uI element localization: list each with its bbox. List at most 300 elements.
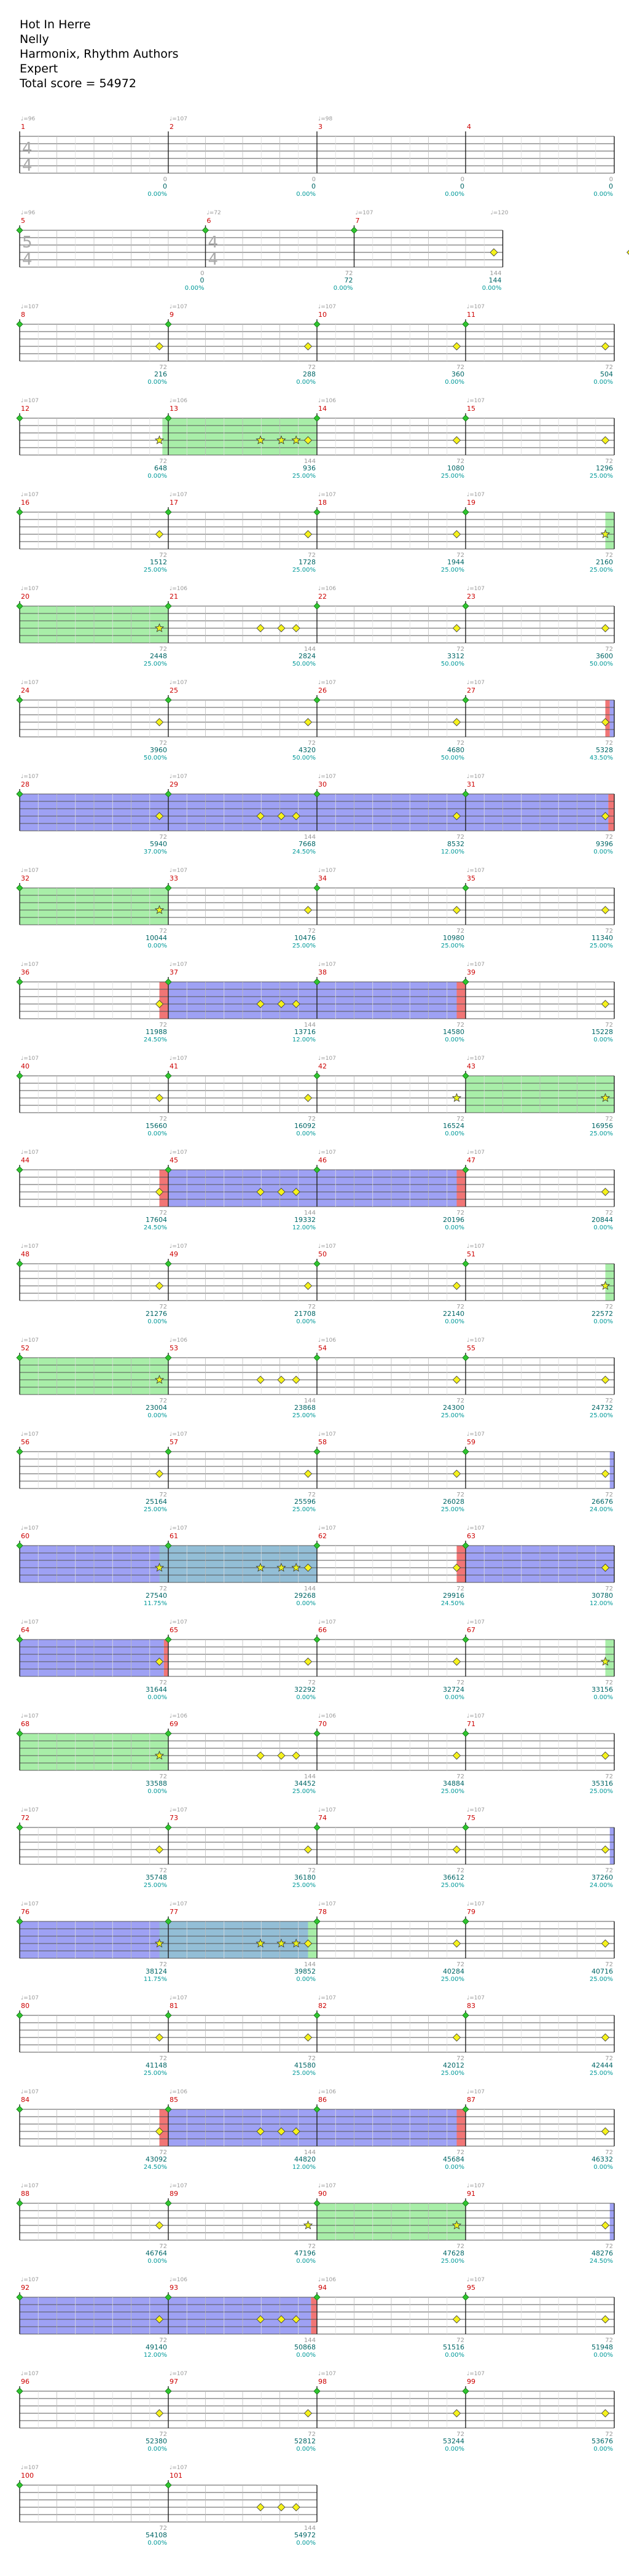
- note-gem: [601, 1940, 609, 1947]
- tempo-marking: ♩=107: [21, 1619, 39, 1625]
- running-score: 0: [609, 182, 613, 190]
- measure-number: 7: [355, 217, 360, 225]
- note-count: 72: [605, 1679, 613, 1686]
- measure-number: 74: [318, 1814, 327, 1822]
- measure-number: 14: [318, 405, 327, 413]
- sp-percent: 0.00%: [147, 379, 167, 386]
- note-count: 72: [308, 1116, 316, 1123]
- note-count: 72: [159, 646, 167, 653]
- note-gem: [601, 1846, 609, 1853]
- downbeat-marker: [314, 509, 320, 515]
- measure-number: 90: [318, 2190, 327, 2198]
- highway-row-44: [17, 1150, 614, 1231]
- running-score: 4680: [447, 746, 464, 754]
- tempo-marking: ♩=107: [21, 1901, 39, 1907]
- note-gem: [601, 437, 609, 444]
- note-gem: [278, 2504, 285, 2511]
- note-gem: [304, 2034, 311, 2041]
- running-score: 15660: [146, 1122, 167, 1130]
- region-sq: [159, 1170, 168, 1207]
- measure-number: 33: [170, 874, 178, 882]
- region-act: [168, 2109, 456, 2146]
- measure-number: 98: [318, 2378, 327, 2386]
- note-count: 72: [308, 928, 316, 935]
- measure-number: 88: [21, 2190, 29, 2198]
- tempo-marking: ♩=107: [318, 1056, 336, 1062]
- note-count: 72: [159, 364, 167, 371]
- note-gem: [601, 1752, 609, 1759]
- sp-percent: 50.00%: [143, 755, 167, 761]
- sp-percent: 25.00%: [143, 567, 167, 574]
- note-count: 72: [605, 1586, 613, 1592]
- note-count: 72: [308, 1492, 316, 1498]
- downbeat-marker: [165, 321, 171, 327]
- running-score: 21708: [294, 1310, 316, 1318]
- note-gem: [453, 1940, 460, 1947]
- sp-percent: 25.00%: [589, 1130, 613, 1137]
- tempo-marking: ♩=107: [21, 2371, 39, 2377]
- tempo-marking: ♩=107: [318, 774, 336, 780]
- sp-percent: 50.00%: [292, 755, 316, 761]
- note-gem: [257, 2504, 264, 2511]
- running-score: 7668: [299, 840, 316, 848]
- note-count: 72: [605, 834, 613, 841]
- highway-row-1: [20, 116, 614, 198]
- note-gem: [155, 1846, 163, 1853]
- measure-number: 70: [318, 1720, 327, 1728]
- highway-row-24: [17, 680, 614, 761]
- running-score: 42444: [592, 2061, 613, 2069]
- measure-number: 4: [467, 123, 471, 131]
- downbeat-marker: [314, 603, 320, 609]
- measure-number: 11: [467, 311, 475, 319]
- running-score: 3960: [150, 746, 167, 754]
- time-signature-bottom: 4: [22, 157, 33, 175]
- tempo-marking: ♩=107: [467, 304, 485, 310]
- note-gem: [601, 2034, 609, 2041]
- tempo-marking: ♩=107: [21, 492, 39, 498]
- tempo-marking: ♩=107: [21, 586, 39, 592]
- highway-row-36: [17, 962, 614, 1043]
- region-act: [20, 1546, 159, 1582]
- running-score: 23868: [294, 1404, 316, 1412]
- note-gem: [292, 1376, 300, 1383]
- running-score: 16524: [443, 1122, 464, 1130]
- measure-number: 48: [21, 1250, 29, 1258]
- measure-number: 1: [21, 123, 25, 131]
- highway-row-60: [17, 1525, 614, 1607]
- tempo-marking: ♩=107: [170, 1901, 187, 1907]
- running-score: 52380: [146, 2437, 167, 2445]
- tempo-marking: ♩=107: [170, 2371, 187, 2377]
- sp-percent: 24.50%: [143, 1224, 167, 1231]
- downbeat-marker: [17, 1073, 23, 1079]
- sp-percent: 0.00%: [593, 1694, 613, 1701]
- region-sp: [162, 418, 317, 455]
- note-gem: [601, 2316, 609, 2323]
- sp-percent: 0.00%: [333, 285, 353, 292]
- highway-row-80: [17, 1995, 614, 2077]
- measure-number: 55: [467, 1344, 475, 1352]
- running-score: 52812: [294, 2437, 316, 2445]
- note-count: 72: [159, 2149, 167, 2156]
- note-count: 72: [456, 834, 464, 841]
- tempo-marking: ♩=107: [467, 586, 485, 592]
- sp-percent: 0.00%: [296, 1318, 316, 1325]
- note-count: 72: [456, 2431, 464, 2438]
- downbeat-marker: [314, 1355, 320, 1361]
- sp-percent: 0.00%: [296, 2352, 316, 2359]
- measure-number: 13: [170, 405, 178, 413]
- measure-number: 41: [170, 1062, 178, 1070]
- time-signature-bottom: 4: [208, 251, 219, 269]
- highway-row-92: [17, 2277, 614, 2359]
- running-score: 24732: [592, 1404, 613, 1412]
- note-count: 72: [456, 552, 464, 559]
- running-score: 34452: [294, 1780, 316, 1788]
- measure-number: 92: [21, 2284, 29, 2292]
- highway-row-96: [17, 2371, 614, 2453]
- downbeat-marker: [165, 509, 171, 515]
- note-count: 144: [303, 834, 316, 841]
- note-gem: [304, 1094, 311, 1102]
- running-score: 25164: [146, 1498, 167, 1506]
- running-score: 2160: [596, 558, 613, 566]
- highway-row-64: [17, 1619, 614, 1701]
- sp-percent: 50.00%: [440, 661, 464, 667]
- sp-percent: 0.00%: [296, 2258, 316, 2265]
- note-gem: [292, 2504, 300, 2511]
- sp-percent: 0.00%: [147, 1412, 167, 1419]
- downbeat-marker: [17, 1449, 23, 1455]
- running-score: 33588: [146, 1780, 167, 1788]
- note-count: 72: [159, 1398, 167, 1404]
- note-count: 72: [456, 1867, 464, 1874]
- tempo-marking: ♩=107: [21, 962, 39, 968]
- sp-percent: 0.00%: [147, 2540, 167, 2547]
- sp-percent: 25.00%: [292, 1412, 316, 1419]
- running-score: 36612: [443, 1874, 464, 1881]
- tempo-marking: ♩=107: [467, 1431, 485, 1438]
- sp-percent: 0.00%: [593, 849, 613, 855]
- running-score: 504: [600, 370, 613, 378]
- tempo-marking: ♩=106: [318, 2089, 336, 2095]
- downbeat-marker: [314, 321, 320, 327]
- running-score: 42012: [443, 2061, 464, 2069]
- downbeat-marker: [203, 227, 209, 233]
- star-note: [155, 436, 163, 444]
- measure-number: 29: [170, 780, 178, 788]
- running-score: 54972: [294, 2531, 316, 2539]
- note-count: 0: [311, 176, 316, 183]
- measure-number: 96: [21, 2378, 29, 2386]
- note-count: 72: [159, 2337, 167, 2344]
- tempo-marking: ♩=107: [318, 680, 336, 686]
- song-charter: Harmonix, Rhythm Authors: [20, 47, 179, 61]
- tempo-marking: ♩=107: [21, 2277, 39, 2283]
- note-count: 72: [159, 1586, 167, 1592]
- note-gem: [453, 1846, 460, 1853]
- downbeat-marker: [17, 1261, 23, 1267]
- measure-number: 34: [318, 874, 327, 882]
- highway-row-76: [17, 1901, 614, 1983]
- measure-number: 80: [21, 2002, 29, 2010]
- note-gem: [155, 1470, 163, 1477]
- sp-percent: 0.00%: [482, 285, 502, 292]
- tempo-marking: ♩=107: [21, 774, 39, 780]
- highway-row-8: [17, 304, 614, 386]
- song-title: Hot In Herre: [20, 18, 91, 31]
- note-count: 0: [609, 176, 613, 183]
- sp-percent: 12.00%: [292, 1224, 316, 1231]
- tempo-marking: ♩=107: [355, 210, 373, 216]
- running-score: 39852: [294, 1967, 316, 1975]
- tempo-marking: ♩=107: [318, 1243, 336, 1250]
- note-count: 144: [303, 2525, 316, 2532]
- running-score: 29916: [443, 1592, 464, 1600]
- measure-number: 57: [170, 1438, 178, 1446]
- time-signature-top: 4: [22, 139, 33, 158]
- sp-percent: 25.00%: [292, 1788, 316, 1795]
- note-gem: [304, 531, 311, 538]
- sp-percent: 25.00%: [440, 1788, 464, 1795]
- note-count: 144: [303, 1773, 316, 1780]
- running-score: 41580: [294, 2061, 316, 2069]
- tempo-marking: ♩=107: [467, 1150, 485, 1156]
- measure-number: 60: [21, 1532, 29, 1540]
- running-score: 936: [303, 464, 316, 472]
- note-count: 72: [605, 646, 613, 653]
- song-difficulty: Expert: [20, 62, 58, 76]
- running-score: 46332: [592, 2155, 613, 2163]
- measure-number: 87: [467, 2096, 475, 2104]
- downbeat-marker: [165, 1073, 171, 1079]
- time-signature-top: 4: [208, 233, 219, 252]
- running-score: 51948: [592, 2343, 613, 2351]
- running-score: 38124: [146, 1967, 167, 1975]
- note-gem: [490, 249, 498, 256]
- tempo-marking: ♩=107: [21, 1150, 39, 1156]
- running-score: 288: [303, 370, 316, 378]
- note-count: 144: [303, 1398, 316, 1404]
- measure-number: 43: [467, 1062, 475, 1070]
- downbeat-marker: [463, 2012, 469, 2018]
- note-count: 72: [456, 1773, 464, 1780]
- note-count: 72: [308, 1304, 316, 1310]
- running-score: 5940: [150, 840, 167, 848]
- tempo-marking: ♩=106: [318, 1337, 336, 1344]
- running-score: 1728: [299, 558, 316, 566]
- note-count: 72: [308, 2243, 316, 2250]
- measure-number: 79: [467, 1908, 475, 1916]
- sp-percent: 25.00%: [589, 1788, 613, 1795]
- tempo-marking: ♩=106: [318, 2277, 336, 2283]
- running-score: 1512: [150, 558, 167, 566]
- running-score: 34884: [443, 1780, 464, 1788]
- running-score: 25596: [294, 1498, 316, 1506]
- measure-number: 8: [21, 311, 25, 319]
- tempo-marking: ♩=98: [318, 116, 333, 122]
- sp-percent: 0.00%: [593, 1037, 613, 1043]
- downbeat-marker: [314, 1449, 320, 1455]
- measure-number: 23: [467, 593, 475, 601]
- sp-percent: 25.00%: [440, 1882, 464, 1889]
- note-count: 0: [163, 176, 167, 183]
- measure-number: 3: [318, 123, 322, 131]
- running-score: 47628: [443, 2249, 464, 2257]
- tempo-marking: ♩=106: [170, 1713, 187, 1719]
- tempo-marking: ♩=107: [318, 2371, 336, 2377]
- note-count: 72: [605, 1210, 613, 1216]
- note-gem: [601, 2410, 609, 2417]
- downbeat-marker: [165, 1824, 171, 1831]
- sp-percent: 0.00%: [445, 1037, 464, 1043]
- region-act: [610, 2203, 614, 2240]
- tempo-marking: ♩=107: [318, 2183, 336, 2189]
- sp-percent: 0.00%: [445, 1318, 464, 1325]
- region-act: [20, 1921, 159, 1958]
- measure-number: 65: [170, 1626, 178, 1634]
- downbeat-marker: [17, 979, 23, 985]
- measure-number: 2: [170, 123, 174, 131]
- note-gem: [304, 2410, 311, 2417]
- sp-percent: 25.00%: [589, 473, 613, 480]
- running-score: 54108: [146, 2531, 167, 2539]
- downbeat-marker: [165, 1261, 171, 1267]
- running-score: 24300: [443, 1404, 464, 1412]
- measure-number: 9: [170, 311, 174, 319]
- running-score: 2824: [299, 652, 316, 660]
- measure-number: 83: [467, 2002, 475, 2010]
- note-gem: [601, 1000, 609, 1008]
- downbeat-marker: [165, 2200, 171, 2206]
- tempo-marking: ♩=107: [21, 2089, 39, 2095]
- tempo-marking: ♩=107: [467, 492, 485, 498]
- measure-number: 20: [21, 593, 29, 601]
- highway-row-28: [17, 774, 614, 855]
- measure-number: 81: [170, 2002, 178, 2010]
- sp-percent: 25.00%: [440, 2070, 464, 2077]
- note-count: 72: [159, 1961, 167, 1968]
- note-count: 72: [456, 1116, 464, 1123]
- highway-row-68: [17, 1713, 614, 1795]
- running-score: 36180: [294, 1874, 316, 1881]
- running-score: 41148: [146, 2061, 167, 2069]
- measure-number: 94: [318, 2284, 327, 2292]
- tempo-marking: ♩=107: [467, 2183, 485, 2189]
- measure-number: 30: [318, 780, 327, 788]
- sp-percent: 0.00%: [147, 1788, 167, 1795]
- highway-row-12: [17, 398, 614, 480]
- note-gem: [155, 1282, 163, 1290]
- measure-number: 40: [21, 1062, 29, 1070]
- tempo-marking: ♩=120: [490, 210, 509, 216]
- tempo-marking: ♩=107: [21, 1807, 39, 1813]
- downbeat-marker: [314, 1073, 320, 1079]
- tempo-marking: ♩=107: [21, 680, 39, 686]
- note-gem: [278, 625, 285, 632]
- running-score: 53676: [592, 2437, 613, 2445]
- measure-number: 52: [21, 1344, 29, 1352]
- measure-number: 32: [21, 874, 29, 882]
- note-count: 72: [456, 740, 464, 747]
- sp-percent: 50.00%: [292, 661, 316, 667]
- note-count: 72: [605, 1304, 613, 1310]
- note-count: 144: [303, 2149, 316, 2156]
- region-act: [168, 1170, 456, 1207]
- measure-number: 5: [21, 217, 25, 225]
- tempo-marking: ♩=107: [170, 962, 187, 968]
- downbeat-marker: [314, 1824, 320, 1831]
- sp-percent: 0.00%: [593, 191, 613, 198]
- note-count: 144: [303, 1022, 316, 1029]
- note-count: 72: [605, 364, 613, 371]
- note-gem: [601, 1376, 609, 1383]
- sp-percent: 0.00%: [296, 1130, 316, 1137]
- tempo-marking: ♩=107: [467, 1807, 485, 1813]
- running-score: 9396: [596, 840, 613, 848]
- tempo-marking: ♩=107: [170, 680, 187, 686]
- note-gem: [155, 531, 163, 538]
- sp-percent: 24.50%: [292, 849, 316, 855]
- sp-percent: 0.00%: [445, 2352, 464, 2359]
- measure-number: 25: [170, 687, 178, 695]
- running-score: 32724: [443, 1686, 464, 1694]
- note-count: 72: [456, 1961, 464, 1968]
- note-count: 72: [159, 1492, 167, 1498]
- note-gem: [155, 1094, 163, 1102]
- note-count: 72: [456, 2149, 464, 2156]
- measure-number: 39: [467, 968, 475, 976]
- sp-percent: 0.00%: [147, 1318, 167, 1325]
- measure-number: 46: [318, 1156, 327, 1164]
- note-count: 72: [456, 2055, 464, 2062]
- running-score: 43092: [146, 2155, 167, 2163]
- note-gem: [304, 1846, 311, 1853]
- running-score: 26028: [443, 1498, 464, 1506]
- tempo-marking: ♩=107: [318, 1150, 336, 1156]
- note-gem: [601, 906, 609, 914]
- tempo-marking: ♩=107: [318, 1901, 336, 1907]
- sp-percent: 25.00%: [589, 567, 613, 574]
- running-score: 26676: [592, 1498, 613, 1506]
- region-ov: [159, 1546, 317, 1582]
- note-count: 72: [308, 2431, 316, 2438]
- running-score: 17604: [146, 1216, 167, 1224]
- tempo-marking: ♩=107: [170, 1525, 187, 1531]
- highway-row-16: [17, 492, 614, 574]
- measure-number: 82: [318, 2002, 327, 2010]
- measure-number: 19: [467, 499, 475, 507]
- measure-number: 54: [318, 1344, 327, 1352]
- tempo-marking: ♩=107: [21, 1713, 39, 1719]
- note-gem: [257, 625, 264, 632]
- sp-percent: 0.00%: [296, 1694, 316, 1701]
- running-score: 1944: [447, 558, 464, 566]
- note-gem: [292, 625, 300, 632]
- tempo-marking: ♩=107: [21, 2183, 39, 2189]
- highway-row-52: [17, 1337, 614, 1419]
- downbeat-marker: [165, 2388, 171, 2394]
- sp-percent: 0.00%: [147, 1694, 167, 1701]
- total-score: Total score = 54972: [20, 77, 136, 90]
- note-count: 72: [159, 1210, 167, 1216]
- sp-percent: 0.00%: [147, 2258, 167, 2265]
- note-gem: [601, 1188, 609, 1196]
- highway-row-5: [17, 210, 629, 292]
- measure-number: 75: [467, 1814, 475, 1822]
- sp-percent: 25.00%: [292, 473, 316, 480]
